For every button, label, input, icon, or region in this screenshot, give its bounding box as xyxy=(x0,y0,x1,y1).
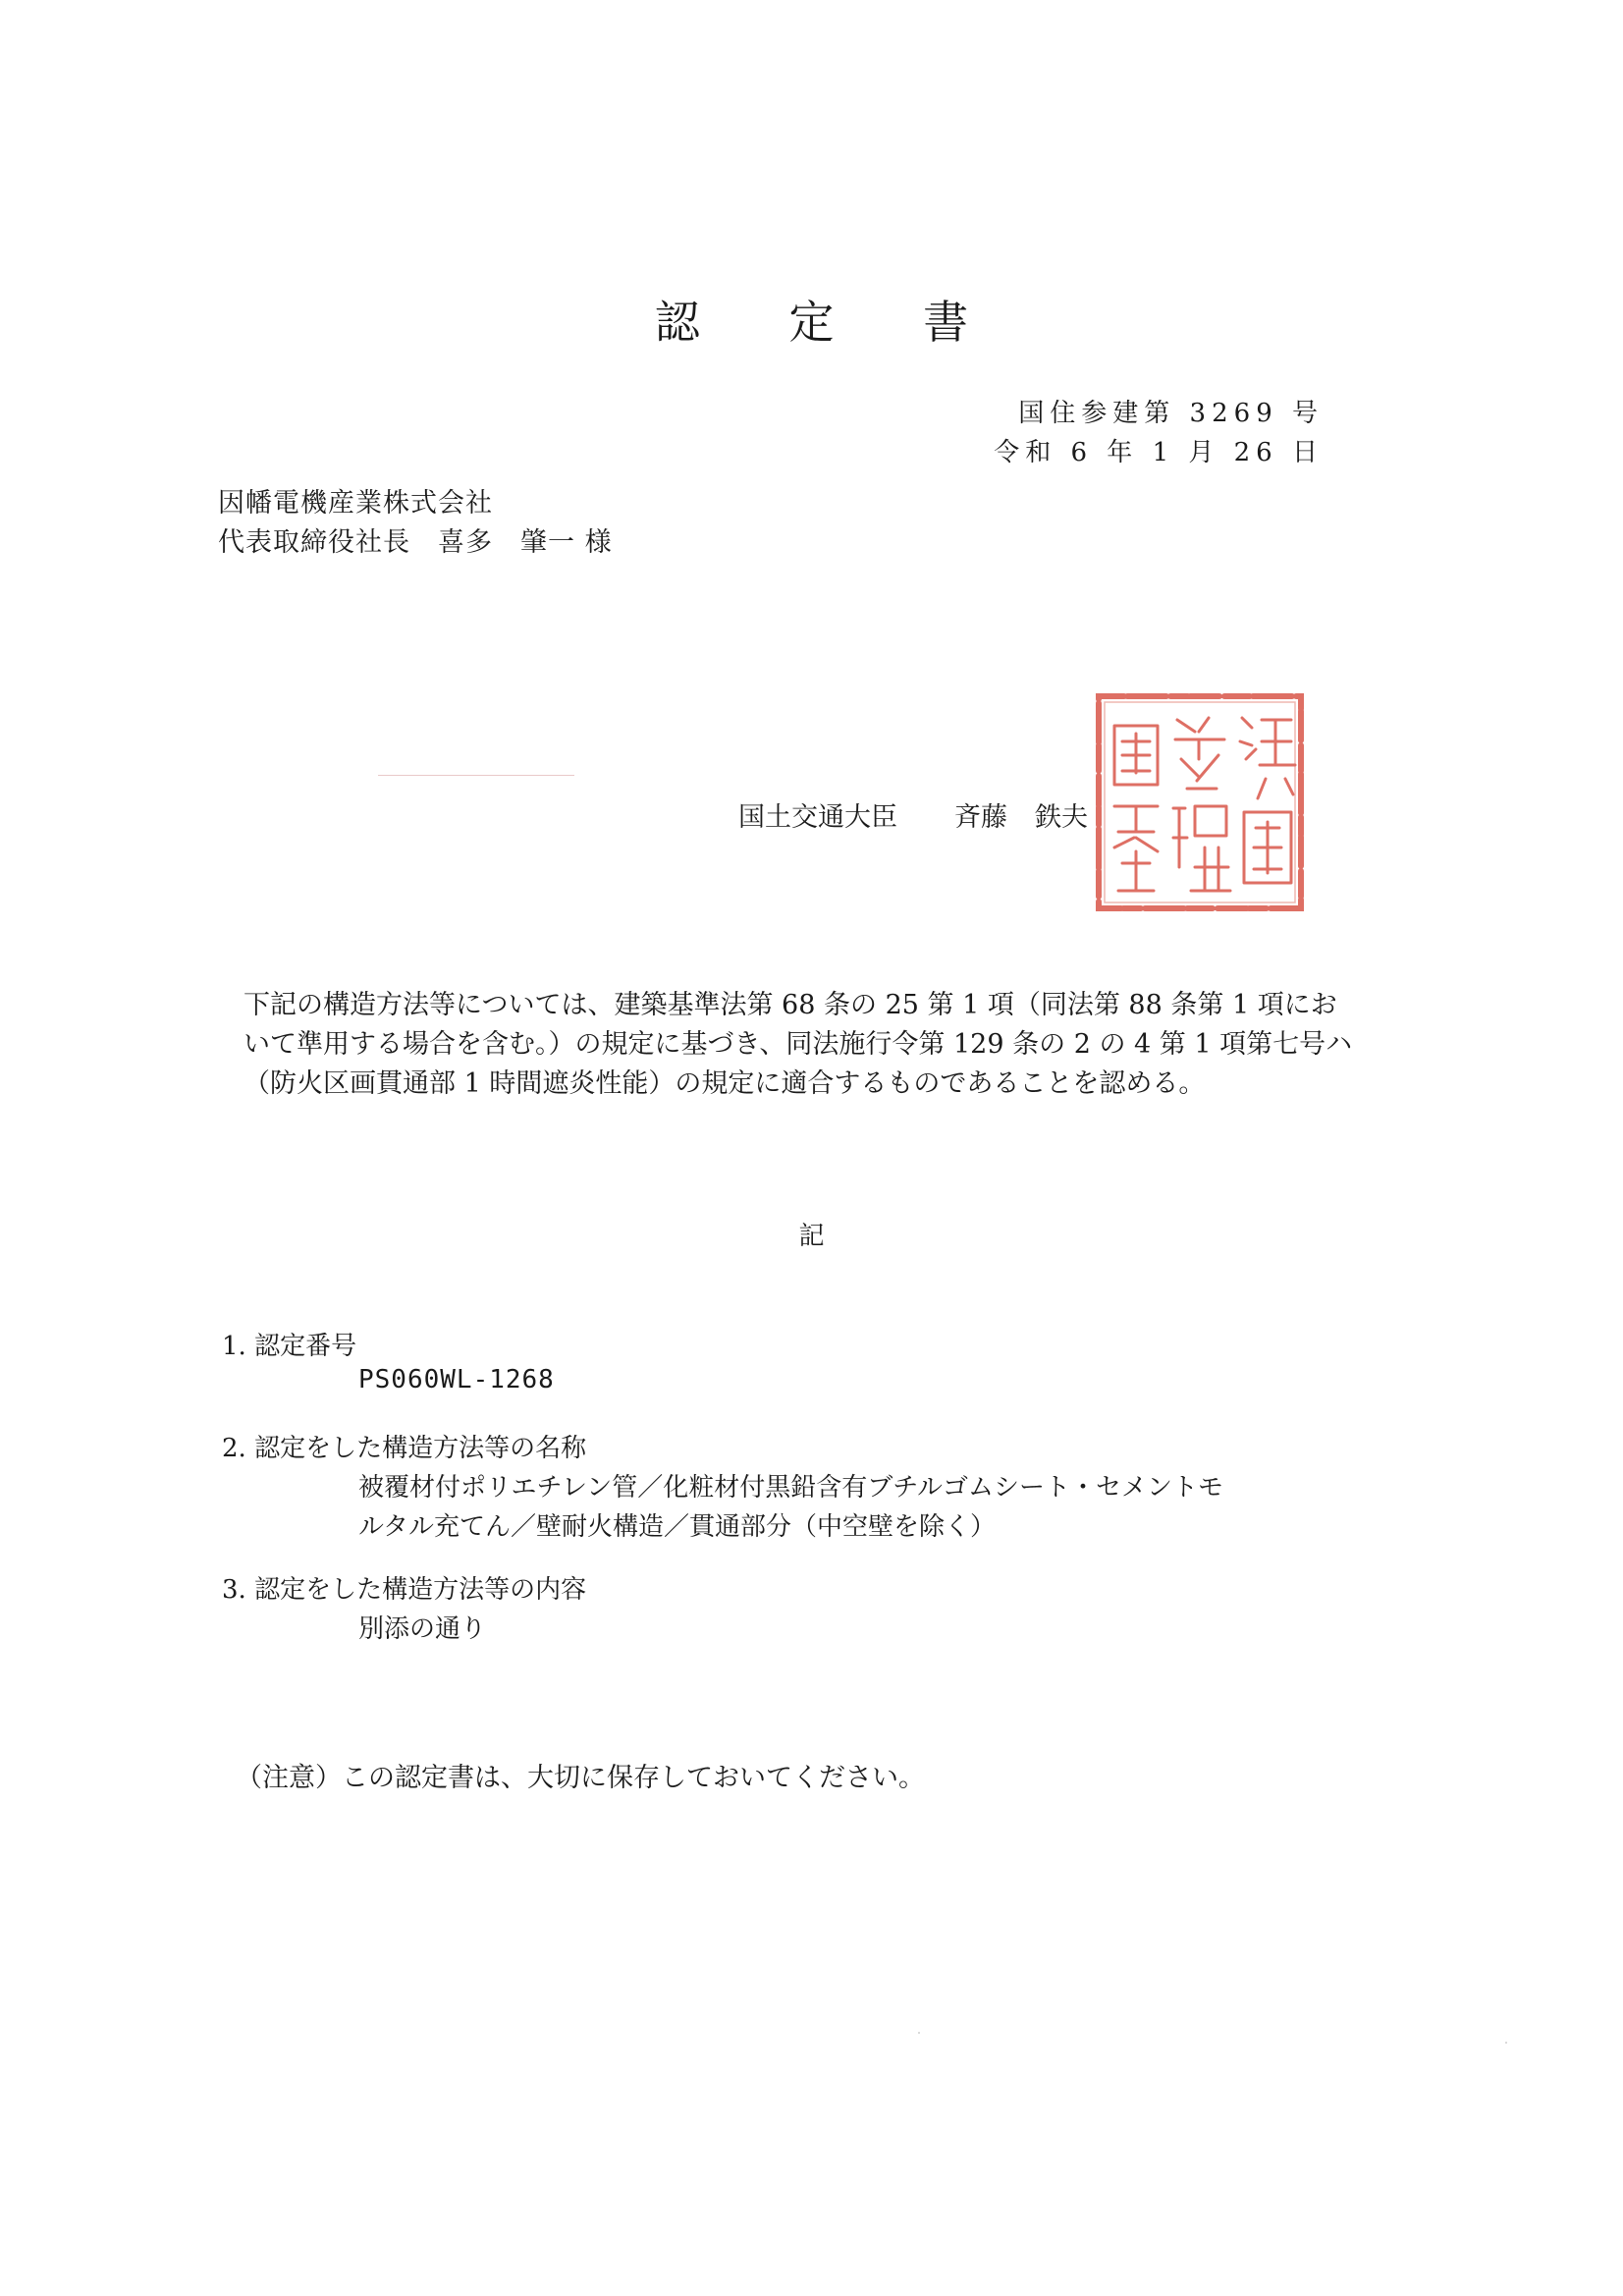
scan-speck xyxy=(1505,2042,1507,2044)
document-title: 認 定 書 xyxy=(654,296,1006,349)
issuer-given-name: 鉄夫 xyxy=(1035,802,1088,833)
structure-name-line: ルタル充てん／壁耐火構造／貫通部分（中空壁を除く） xyxy=(358,1512,996,1542)
item-label-structure-name: 2. 認定をした構造方法等の名称 xyxy=(222,1434,587,1463)
document-number: 国住参建第 3269 号 xyxy=(1018,399,1324,428)
scan-speck xyxy=(918,2032,920,2034)
recipient-company: 因幡電機産業株式会社 xyxy=(218,488,493,519)
certification-number: PS060WL-1268 xyxy=(358,1365,555,1394)
official-seal-stamp xyxy=(1093,690,1307,914)
item-label-certification-number: 1. 認定番号 xyxy=(222,1332,357,1361)
certification-statement xyxy=(243,986,1382,1104)
recipient-representative: 代表取締役社長 喜多 肇一 様 xyxy=(218,527,613,558)
structure-content: 別添の通り xyxy=(358,1614,487,1644)
faint-divider xyxy=(378,775,574,776)
issuer-title: 国土交通大臣 xyxy=(738,802,897,833)
statement-line: いて準用する場合を含む。）の規定に基づき、同法施行令第 129 条の 2 の 4 第 1 項第七号ハ xyxy=(243,1029,1353,1060)
document-date: 令和 6 年 1 月 26 日 xyxy=(994,438,1324,467)
item-label-structure-content: 3. 認定をした構造方法等の内容 xyxy=(222,1575,587,1605)
statement-line: 下記の構造方法等については、建築基準法第 68 条の 25 第 1 項（同法第 88 条第 1 項にお xyxy=(243,990,1337,1020)
ki-heading: 記 xyxy=(798,1222,825,1251)
structure-name-line: 被覆材付ポリエチレン管／化粧材付黒鉛含有ブチルゴムシート・セメントモ xyxy=(358,1473,1224,1503)
issuer xyxy=(738,795,1088,834)
issuer-surname: 斉藤 xyxy=(954,802,1007,833)
caution-note: （注意）この認定書は、大切に保存しておいてください。 xyxy=(236,1763,925,1793)
statement-line: （防火区画貫通部 1 時間遮炎性能）の規定に適合するものであることを認める。 xyxy=(243,1068,1206,1099)
